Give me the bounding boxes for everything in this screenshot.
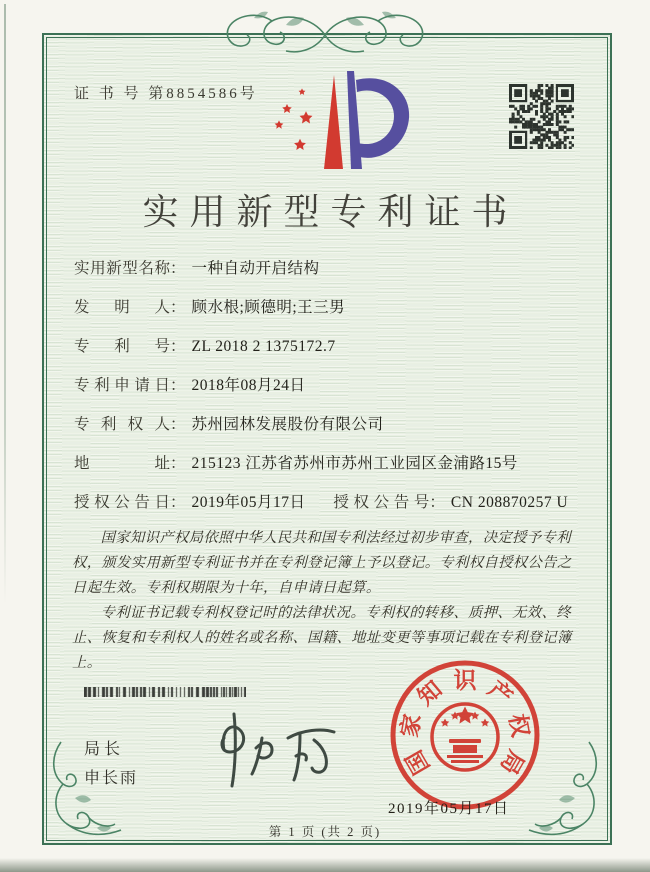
certificate-body xyxy=(72,526,580,676)
colon: ： xyxy=(429,494,445,511)
body-paragraph: 国家知识产权局依照中华人民共和国专利法经过初步审查，决定授予专利权，颁发实用新型专利证书并在专利登记簿上予以登记。专利权自授权公告之日起生效。专利权期限为十年，自申请日起算。 xyxy=(72,530,572,596)
field-row-address xyxy=(74,451,518,473)
colon: ： xyxy=(170,494,186,511)
field-row-filing-date xyxy=(74,373,306,395)
colon: ： xyxy=(170,338,186,355)
field-label-filing-date: 专利申请日 xyxy=(74,377,170,394)
svg-text:家: 家 xyxy=(396,712,426,740)
field-label-name: 实用新型名称 xyxy=(74,260,170,277)
photo-edge-left xyxy=(4,4,6,604)
field-value-name: 一种自动开启结构 xyxy=(191,260,320,277)
field-label-patentee: 专利权人 xyxy=(74,416,170,433)
field-value-patent-no: ZL 2018 2 1375172.7 xyxy=(191,338,336,355)
field-label-patent-no: 专利号 xyxy=(74,338,170,355)
field-label-grant-no: 授权公告号 xyxy=(333,494,430,511)
field-row-inventor xyxy=(74,295,345,317)
svg-text:国: 国 xyxy=(401,746,435,779)
cnipa-logo xyxy=(263,68,415,174)
seal-date: 2019年05月17日 xyxy=(388,801,510,817)
svg-text:局: 局 xyxy=(495,746,529,779)
field-row-patentee xyxy=(74,412,384,434)
photo-edge-bottom xyxy=(0,858,650,872)
svg-text:权: 权 xyxy=(504,712,534,740)
colon: ： xyxy=(170,377,186,394)
colon: ： xyxy=(170,455,186,472)
field-row-name xyxy=(74,256,320,278)
certificate-number: 证 书 号 第8854586号 xyxy=(74,86,258,102)
page-footer: 第 1 页 (共 2 页) xyxy=(268,825,382,839)
field-row-grant xyxy=(74,490,568,512)
field-value-inventor: 顾水根;顾德明;王三男 xyxy=(191,299,346,316)
colon: ： xyxy=(170,416,186,433)
official-seal xyxy=(385,655,545,815)
field-label-address: 地址 xyxy=(74,455,170,472)
qr-code xyxy=(509,84,574,149)
svg-text:知: 知 xyxy=(413,676,447,711)
field-label-grant-date: 授权公告日 xyxy=(74,494,170,511)
colon: ： xyxy=(170,260,186,277)
logo-stars xyxy=(275,88,313,150)
national-emblem xyxy=(432,704,498,770)
certificate-title: 实用新型专利证书 xyxy=(142,192,519,232)
body-paragraph: 专利证书记载专利权登记时的法律状况。专利权的转移、质押、无效、终止、恢复和专利权人的姓名或名称、国籍、地址变更等事项记载在专利登记簿上。 xyxy=(72,605,572,671)
field-label-inventor: 发明人 xyxy=(74,299,170,316)
svg-text:产: 产 xyxy=(483,676,517,711)
svg-text:识: 识 xyxy=(453,668,477,693)
field-value-grant-date: 2019年05月17日 xyxy=(191,494,306,511)
ornament-top xyxy=(220,8,430,60)
field-value-filing-date: 2018年08月24日 xyxy=(191,377,306,394)
field-row-patent-no xyxy=(74,334,336,356)
field-value-patentee: 苏州园林发展股份有限公司 xyxy=(191,416,384,433)
barcode xyxy=(84,687,246,697)
field-value-address: 215123 江苏省苏州市苏州工业园区金浦路15号 xyxy=(191,455,518,472)
signer-title: 局长 xyxy=(84,741,125,758)
field-value-grant-no: CN 208870257 U xyxy=(450,494,569,511)
colon: ： xyxy=(170,299,186,316)
signer-name: 申长雨 xyxy=(84,770,139,787)
logo-wedge xyxy=(324,75,343,169)
logo-bowl xyxy=(356,78,409,158)
signature-script xyxy=(196,708,346,793)
